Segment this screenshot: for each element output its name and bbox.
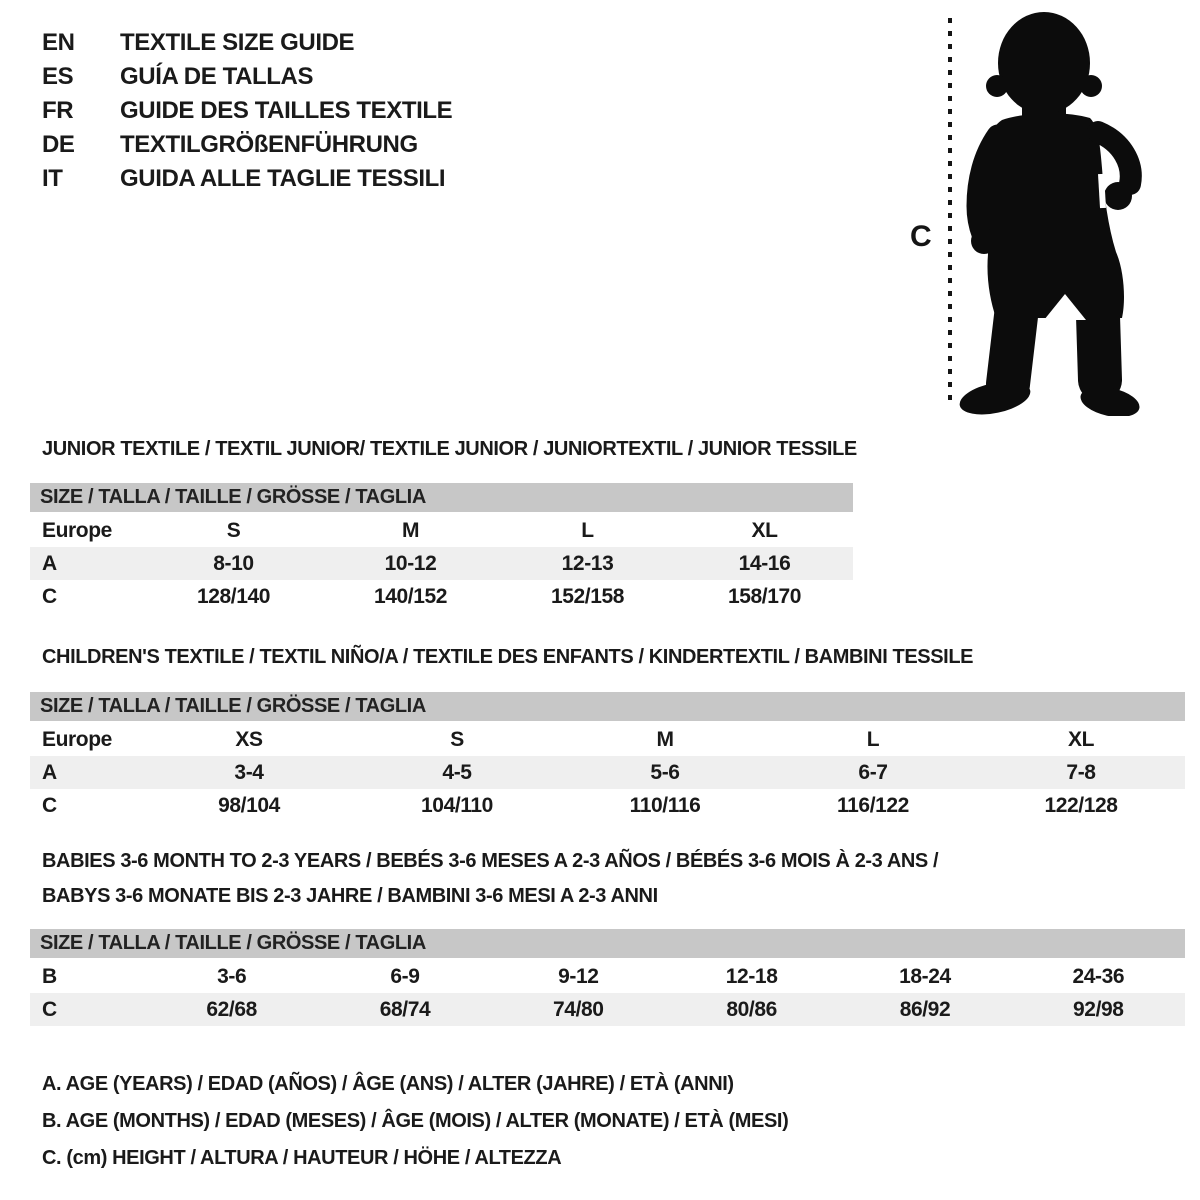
babies-section-heading [42,844,938,914]
language-row [42,26,452,60]
legend-line-c: C. (cm) HEIGHT / ALTURA / HAUTEUR / HÖHE / ALTEZZA [42,1147,562,1169]
height-cell: 68/74 [379,997,431,1021]
age-cell: 10-12 [384,551,437,575]
age-cell: 8-10 [213,551,254,575]
babies-heading-line2: BABYS 3-6 MONATE BIS 2-3 JAHRE / BAMBINI 3-6 MESI A 2-3 ANNI [42,885,658,907]
height-cell: 152/158 [550,584,625,608]
row-label: A [42,551,57,575]
age-cell: 3-4 [234,760,264,784]
language-title: GUIDA ALLE TAGLIE TESSILI [120,165,446,192]
size-cell: S [226,518,241,542]
table-row-months [30,960,1185,993]
row-label: C [42,793,57,817]
height-cell: 80/86 [726,997,777,1021]
size-header-bar: SIZE / TALLA / TAILLE / GRÖSSE / TAGLIA [30,929,1185,958]
age-cell: 5-6 [650,760,680,784]
height-cell: 98/104 [218,793,280,817]
table-row-age [30,756,1185,789]
size-cell: M [656,727,674,751]
size-cell: S [450,727,464,751]
row-label: B [42,964,57,988]
language-title: TEXTILE SIZE GUIDE [120,29,355,56]
table-row-europe [30,514,853,547]
toddler-silhouette-icon [957,12,1143,416]
age-cell: 12-13 [561,551,614,575]
legend [42,1066,788,1177]
row-label: Europe [42,518,112,542]
months-cell: 9-12 [558,964,599,988]
size-cell: L [866,727,880,751]
language-code: ES [42,63,74,90]
junior-size-table [30,483,853,613]
row-label: C [42,584,57,608]
language-code: DE [42,131,75,158]
children-section-heading: CHILDREN'S TEXTILE / TEXTIL NIÑO/A / TEXTILE DES ENFANTS / KINDERTEXTIL / BAMBINI TESSILE [42,646,974,668]
legend-line-a: A. AGE (YEARS) / EDAD (AÑOS) / ÂGE (ANS) / ALTER (JAHRE) / ETÀ (ANNI) [42,1073,734,1095]
table-row-height [30,789,1185,822]
table-row-age [30,547,853,580]
table-row-europe [30,723,1185,756]
size-header-bar: SIZE / TALLA / TAILLE / GRÖSSE / TAGLIA [30,692,1185,721]
age-cell: 14-16 [738,551,791,575]
language-title: TEXTILGRÖßENFÜHRUNG [120,131,418,158]
junior-section-heading: JUNIOR TEXTILE / TEXTIL JUNIOR/ TEXTILE JUNIOR / JUNIORTEXTIL / JUNIOR TESSILE [42,438,857,460]
language-title: GUIDE DES TAILLES TEXTILE [120,97,453,124]
babies-heading-line1: BABIES 3-6 MONTH TO 2-3 YEARS / BEBÉS 3-6 MESES A 2-3 AÑOS / BÉBÉS 3-6 MOIS À 2-3 ANS / [42,850,939,872]
height-cell: 104/110 [421,793,493,817]
size-cell: M [401,518,420,542]
height-cell: 128/140 [196,584,271,608]
height-cell: 62/68 [206,997,257,1021]
size-header-bar: SIZE / TALLA / TAILLE / GRÖSSE / TAGLIA [30,483,853,512]
age-cell: 4-5 [442,760,472,784]
age-cell: 7-8 [1066,760,1096,784]
babies-size-table [30,929,1185,1026]
months-cell: 6-9 [390,964,420,988]
language-code: IT [42,165,63,192]
height-measure-label: C [910,220,932,253]
table-row-height [30,993,1185,1026]
language-code: FR [42,97,74,124]
height-cell: 92/98 [1073,997,1124,1021]
height-cell: 86/92 [899,997,951,1021]
height-cell: 74/80 [553,997,604,1021]
size-cell: XS [235,727,263,751]
months-cell: 12-18 [725,964,778,988]
language-row [42,60,452,94]
height-measure-figure [898,6,1150,416]
row-label: Europe [42,727,112,751]
height-cell: 116/122 [837,793,909,817]
age-cell: 6-7 [858,760,888,784]
height-cell: 122/128 [1044,793,1118,817]
row-label: C [42,997,57,1021]
height-cell: 140/152 [373,584,448,608]
language-row [42,162,452,196]
months-cell: 18-24 [899,964,951,988]
height-cell: 110/116 [629,793,701,817]
language-code: EN [42,29,75,56]
size-cell: XL [1067,727,1095,751]
months-cell: 24-36 [1072,964,1125,988]
legend-line-b: B. AGE (MONTHS) / EDAD (MESES) / ÂGE (MOIS) / ALTER (MONATE) / ETÀ (MESI) [42,1110,789,1132]
language-title: GUÍA DE TALLAS [120,63,314,90]
row-label: A [42,760,57,784]
height-cell: 158/170 [727,584,802,608]
size-cell: XL [751,518,778,542]
table-row-height [30,580,853,613]
language-row [42,128,452,162]
months-cell: 3-6 [217,964,247,988]
language-row [42,94,452,128]
children-size-table [30,692,1185,822]
language-title-list [42,26,452,196]
size-cell: L [581,518,594,542]
